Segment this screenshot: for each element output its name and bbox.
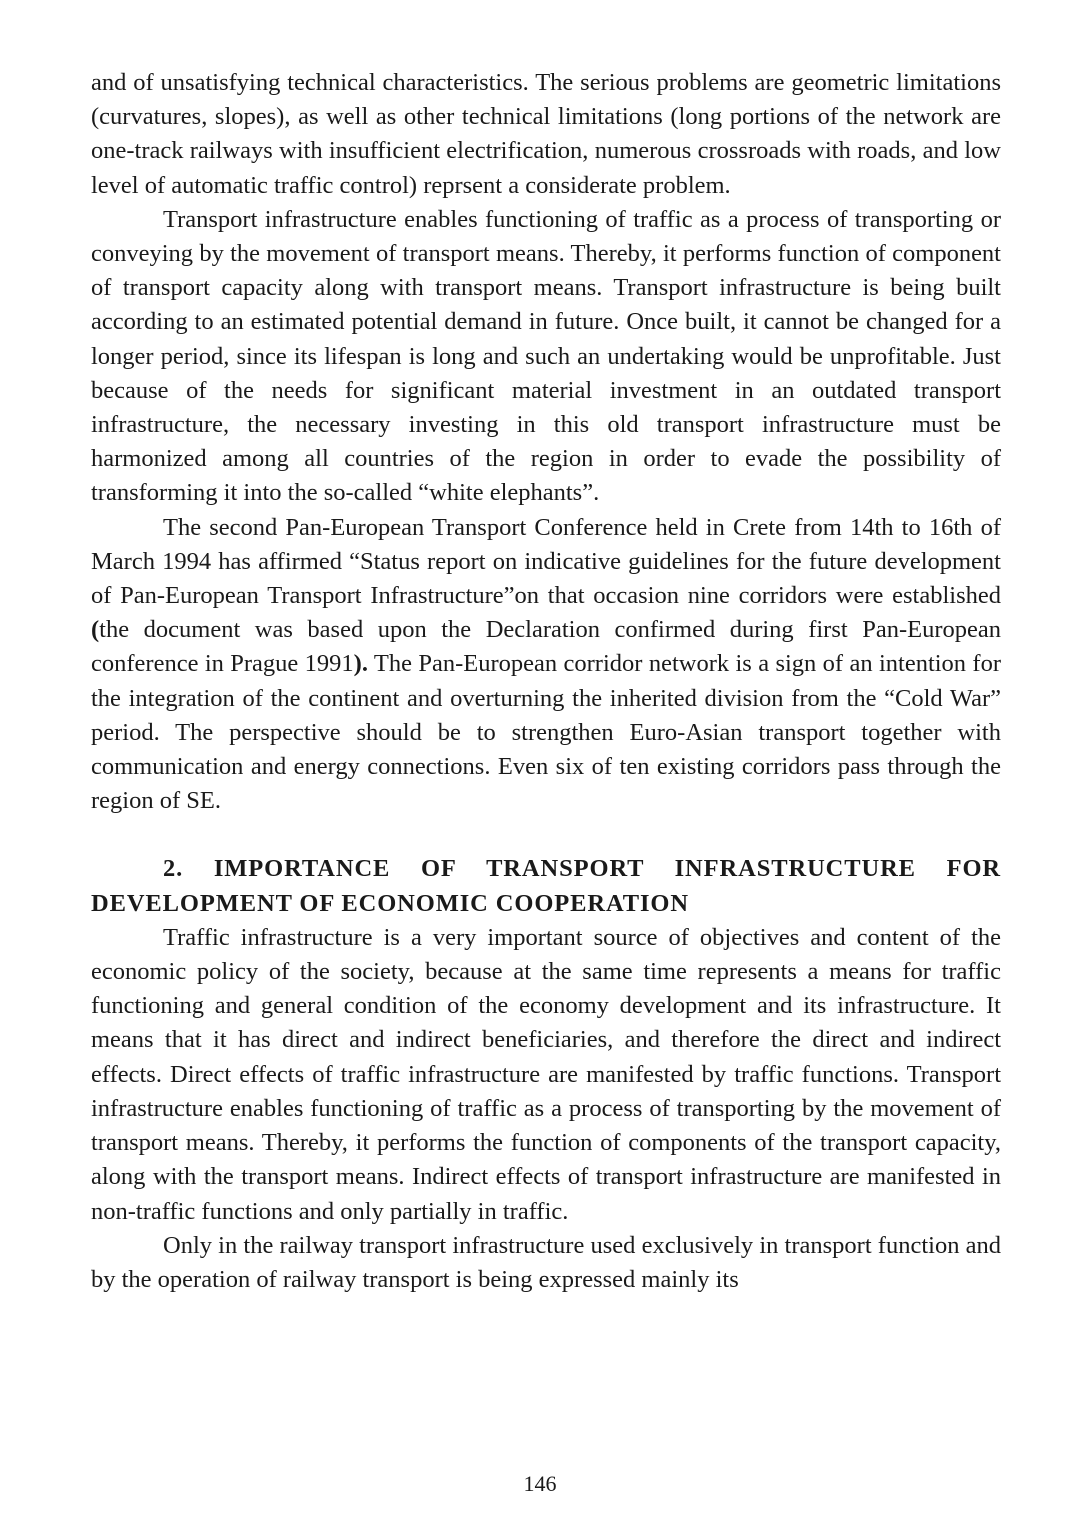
page-number: 146 (523, 1471, 557, 1496)
page-body (91, 66, 1001, 1297)
paragraph-3-close-paren: ). (353, 650, 368, 678)
paragraph-3-part-1: The second Pan-European Transport Conference held in Crete from 14th to 16th of March 1994 has affirmed “Status report on indicative guidelines for the future development of Pan-European Transport Infrastructure”on that occasion nine corridors were established (91, 513, 1001, 610)
paragraph-1: and of unsatisfying technical characteristics. The serious problems are geometric limitations (curvatures, slopes), as well as other technical limitations (long portions of the network are one-track railways with insufficient electrification, numerous crossroads with roads, and low level of automatic traffic control) reprsent a considerate problem. (91, 69, 1001, 199)
paragraph-2: Transport infrastructure enables functioning of traffic as a process of transporting or conveying by the movement of transport means. Thereby, it performs function of component of transport capacity along with transport means. Transport infrastructure is being built according to an estimated potential demand in future. Once built, it cannot be changed for a longer period, since its lifespan is long and such an undertaking would be unprofitable. Just because of the needs for significant material investment in an outdated transport infrastructure, the necessary investing in this old transport infrastructure must be harmonized among all countries of the region in order to evade the possibility of transforming it into the so-called “white elephants”. (91, 205, 1001, 507)
section-heading: 2. IMPORTANCE OF TRANSPORT INFRASTRUCTURE FOR DEVELOPMENT OF ECONOMIC COOPERATION (91, 855, 1001, 917)
paragraph-5: Only in the railway transport infrastructure used exclusively in transport function and by the operation of railway transport is being expressed mainly its (91, 1231, 1001, 1293)
paragraph-3-open-paren: ( (91, 616, 100, 644)
paragraph-3-part-2: the document was based upon the Declaration confirmed during first Pan-European conference in Prague 1991 (91, 616, 1001, 678)
paragraph-3 (91, 511, 1001, 819)
paragraph-4: Traffic infrastructure is a very important source of objectives and content of the economic policy of the society, because at the same time represents a means for traffic functioning and general condition of the economy development and its infrastructure. It means that it has direct and indirect beneficiaries, and therefore the direct and indirect effects. Direct effects of traffic infrastructure are manifested by traffic functions. Transport infrastructure enables functioning of traffic as a process of transporting by the movement of transport means. Thereby, it performs the function of components of the transport capacity, along with the transport means. Indirect effects of transport infrastructure are manifested in non-traffic functions and only partially in traffic. (91, 923, 1001, 1225)
paragraph-3-part-3: The Pan-European corridor network is a sign of an intention for the integration of the continent and overturning the inherited division from the “Cold War” period. The perspective should be to strengthen Euro-Asian transport together with communication and energy connections. Even six of ten existing corridors pass through the region of SE. (91, 650, 1001, 815)
